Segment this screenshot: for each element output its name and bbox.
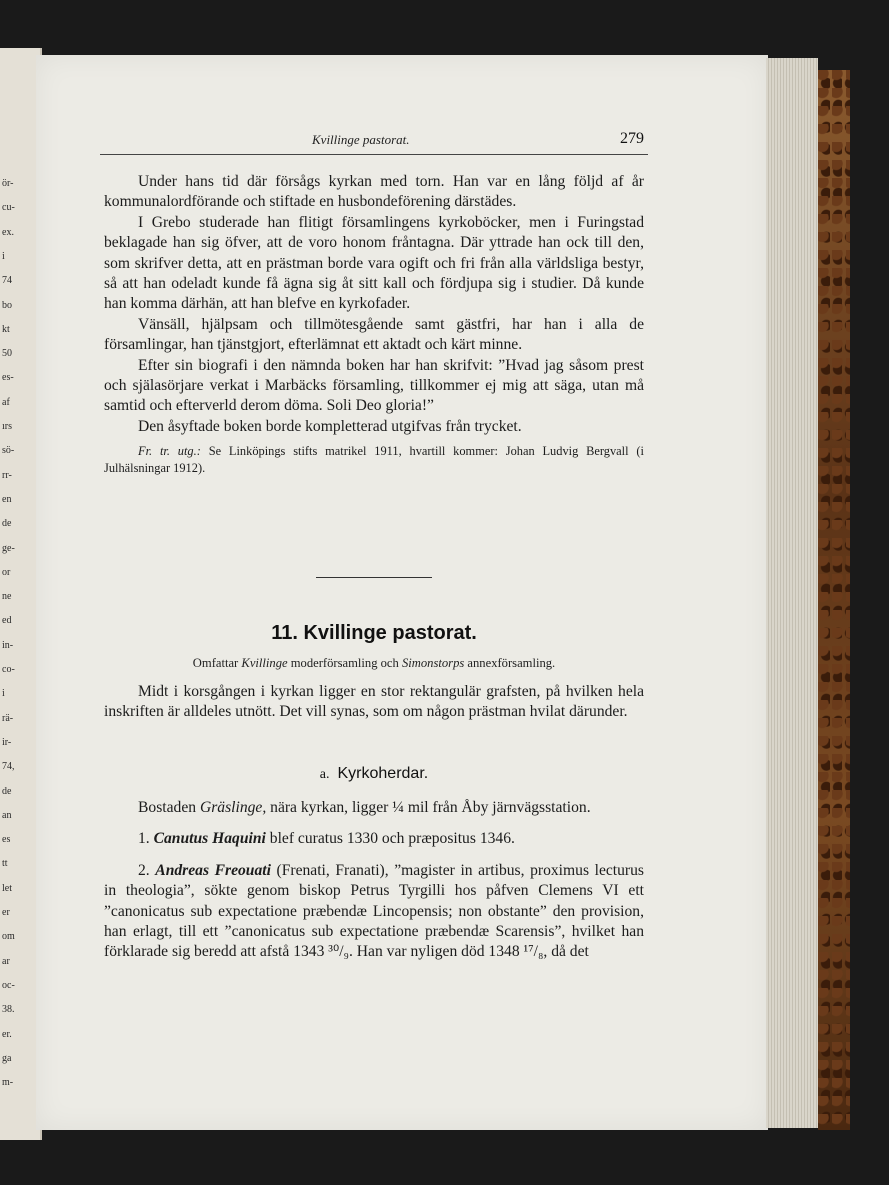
left-page-fragment: i <box>2 688 5 700</box>
left-page-fragment: i <box>2 250 5 262</box>
left-page-fragment: ex. <box>2 226 14 238</box>
section-title: 11. Kvillinge pastorat. <box>271 622 477 644</box>
paragraph: Under hans tid där försågs kyrkan med torn. Han var en lång följd af år kommunalordförande och stiftade en husbondeförening därstädes. <box>104 173 644 211</box>
left-page-fragment: om <box>2 931 15 943</box>
page-header <box>100 128 648 155</box>
subsection-title: Kyrkoherdar. <box>337 765 429 782</box>
left-page-fragment: kt <box>2 323 10 335</box>
left-page-fragment: rä- <box>2 712 14 724</box>
left-page-fragment: er <box>2 907 10 918</box>
left-page-fragment: bo <box>2 299 12 311</box>
section-intro <box>104 682 644 723</box>
subsection-heading <box>100 765 648 783</box>
entries-block <box>104 798 644 963</box>
left-page-fragment: en <box>2 493 12 505</box>
left-page-fragment: or <box>2 566 11 578</box>
page-number: 279 <box>620 130 644 147</box>
left-page-fragment: ed <box>2 615 12 627</box>
left-page-fragment: let <box>2 882 12 894</box>
paragraph: Den åsyftade boken borde kompletterad utgifvas från trycket. <box>138 417 522 435</box>
left-page-fragment: an <box>2 809 12 821</box>
left-page-fragment: 50 <box>2 348 12 360</box>
list-item: 1. Canutus Haquini blef curatus 1330 och præpositus 1346. <box>138 830 515 848</box>
running-title: Kvillinge pastorat. <box>312 132 410 147</box>
left-page-fragment: er. <box>2 1028 12 1040</box>
left-page-fragment: ga <box>2 1052 12 1064</box>
page-fore-edge <box>766 58 818 1128</box>
source-note-text: Se Linköpings stifts matrikel 1911, hvartill kommer: Johan Ludvig Bergvall (i Julhälsningar 1912). <box>104 444 644 476</box>
left-page-fragment: de <box>2 785 12 797</box>
left-page-fragment: ör- <box>2 178 14 189</box>
left-page-fragment: cu- <box>2 202 15 214</box>
left-page-fragment: ge- <box>2 542 15 554</box>
left-page-fragment: 74, <box>2 761 15 773</box>
left-page-fragment: 38. <box>2 1004 15 1016</box>
source-note-label: Fr. tr. utg.: <box>138 444 201 459</box>
subsection-letter: a. <box>319 767 330 782</box>
source-note <box>104 443 644 477</box>
left-page-fragment: m- <box>2 1077 14 1089</box>
paragraph: I Grebo studerade han flitigt församlingens kyrkoböcker, men i Furingstad beklagade han sig öfver, att de voro honom fråntagna. Där yttrade han ock till den, som skrifver detta, att en prästman borde vara ogift och fri från alla världsliga bestyr, så att han odeladt kunde få ägna sig åt sitt kall och fördjupa sig i studier. Då kunde han komma därhän, att han blefve en kyrkofader. <box>104 213 644 313</box>
paragraph: Midt i korsgången i kyrkan ligger en stor rektangulär grafsten, på hvilken hela inskriften är alldeles utnött. Det vill synas, som om någon prästman hvilat därunder. <box>104 683 644 721</box>
body-text-top <box>104 172 644 477</box>
book-cover-edge <box>818 70 850 1130</box>
section-note: Omfattar Kvillinge moderförsamling och Simonstorps annexförsamling. <box>192 656 556 670</box>
left-page-fragment: oc- <box>2 979 15 991</box>
left-page-fragment: sö- <box>2 445 15 457</box>
left-page-fragment: es- <box>2 372 14 384</box>
paragraph: Efter sin biografi i den nämnda boken har han skrifvit: ”Hvad jag såsom prest och själasörjare verkat i Marbäcks församling, tillkommer ej mig att säga, utan må samtid och efterverld derom döma. Soli Deo gloria!” <box>104 356 644 415</box>
left-page-fragment: ne <box>2 591 12 603</box>
paragraph: Vänsäll, hjälpsam och tillmötesgående samt gästfri, har han i alla de församlingar, han tjänstgjort, efterlämnat ett aktadt och kärt minne. <box>104 315 644 354</box>
left-page-fragment: de <box>2 518 12 530</box>
left-page-fragment: es <box>2 834 11 846</box>
left-page-fragment: ar <box>2 955 10 967</box>
list-item: 2. Andreas Freouati (Frenati, Franati), ”magister in artibus, proximus lecturus in theologia”, sökte genom biskop Petrus Tyrgilli hos påfven Clemens VI ett ”canonicatus sub expectatione præbendæ Lincopensis; non obstante” den provision, han erlagt, till ett ”canonicatus sub expectatione præbendæ Scarensis”, hvilket han förklarade sig beredd att afstå 1343 ³⁰/₉. Han var nyligen död 1348 ¹⁷/₈, då det <box>104 861 644 961</box>
left-page-fragment: af <box>2 396 10 408</box>
bostaden-paragraph: Bostaden Gräslinge, nära kyrkan, ligger ¼ mil från Åby järnvägsstation. <box>138 799 591 816</box>
left-page-fragment: rr- <box>2 469 12 481</box>
left-page-fragment: ırs <box>2 421 12 432</box>
left-page-fragment: 74 <box>2 275 12 287</box>
left-page-fragment: tt <box>2 858 8 870</box>
section-divider <box>316 577 432 578</box>
left-page-fragment: co- <box>2 664 15 675</box>
left-page-fragment: in- <box>2 639 14 651</box>
left-page-fragment: ir- <box>2 736 12 748</box>
